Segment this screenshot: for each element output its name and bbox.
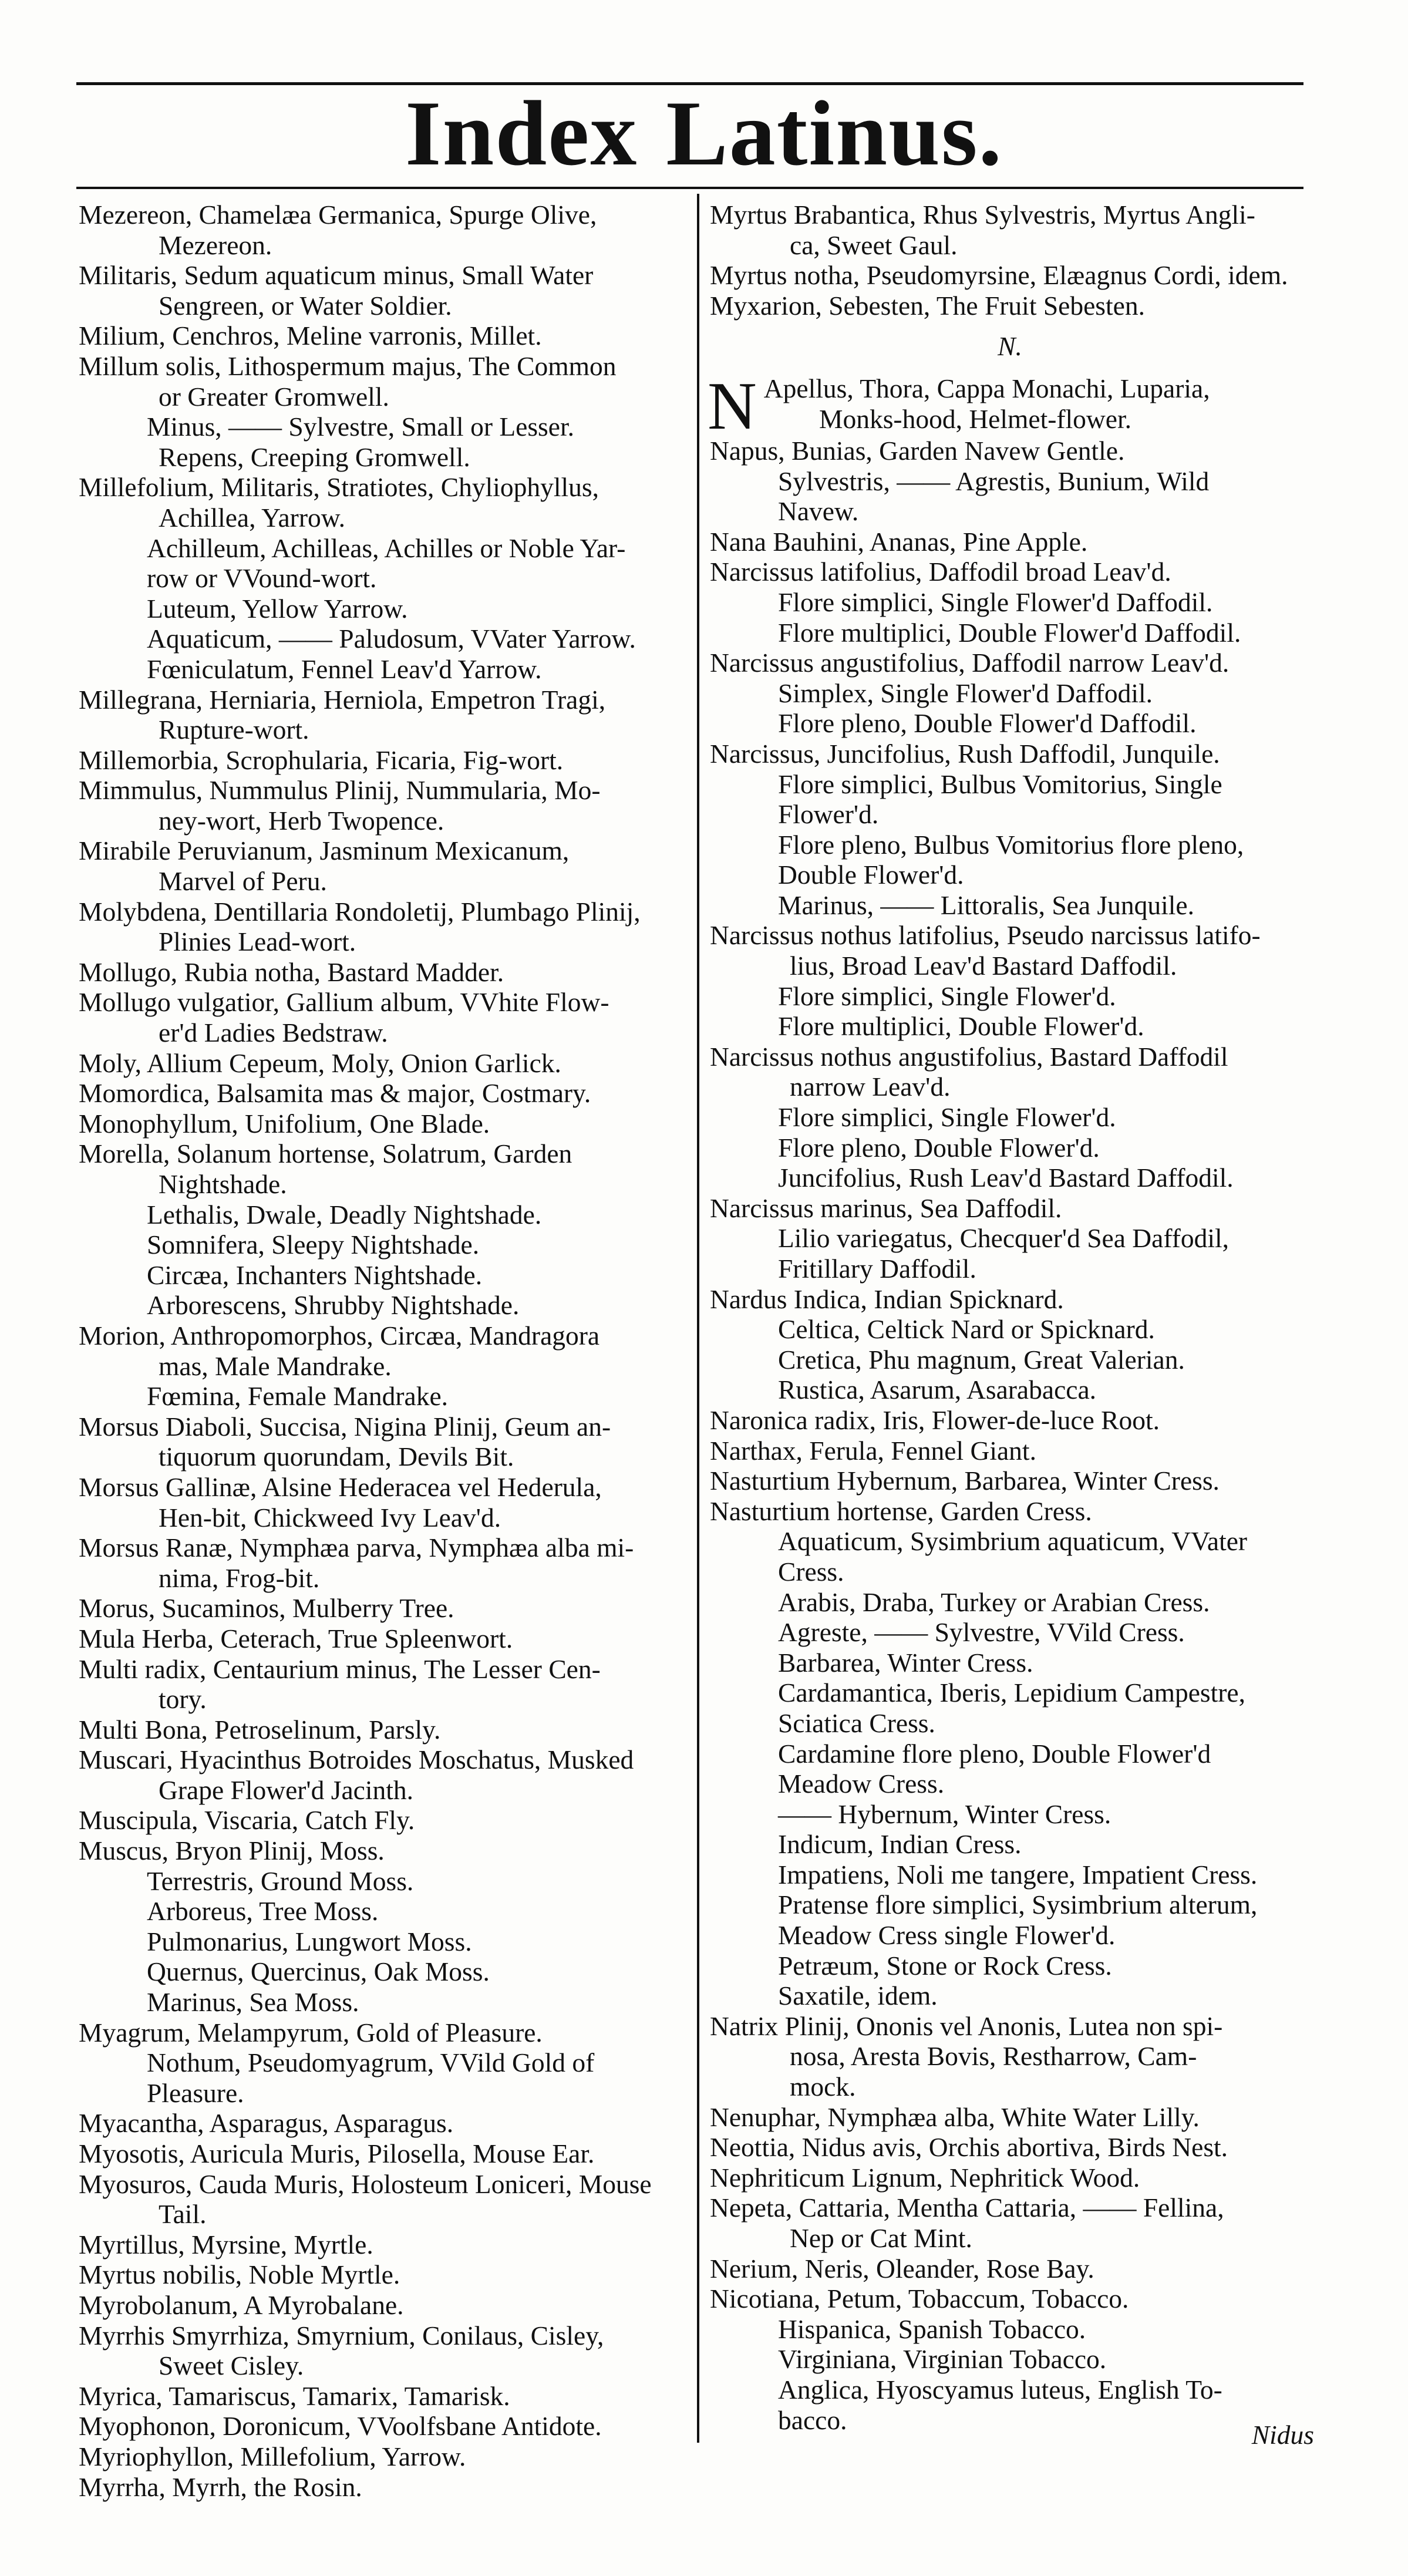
index-line: Myrobolanum, A Myrobalane.: [79, 2289, 404, 2320]
index-line: Myriophyllon, Millefolium, Yarrow.: [79, 2441, 466, 2471]
index-line: bacco.: [778, 2405, 847, 2435]
column-divider: [697, 194, 699, 2443]
index-line: Millegrana, Herniaria, Herniola, Empetron Tragi,: [79, 684, 606, 715]
index-line: Narcissus, Juncifolius, Rush Daffodil, Junquile.: [710, 738, 1220, 769]
index-line: Nerium, Neris, Oleander, Rose Bay.: [710, 2253, 1094, 2284]
index-line: Flore simplici, Bulbus Vomitorius, Single: [778, 769, 1222, 799]
index-line: Marvel of Peru.: [159, 866, 327, 897]
index-line: Napus, Bunias, Garden Navew Gentle.: [710, 435, 1125, 466]
index-line: Myrtillus, Myrsine, Myrtle.: [79, 2229, 373, 2260]
index-line: Marinus, Sea Moss.: [147, 1987, 359, 2018]
index-line: Flore simplici, Single Flower'd.: [778, 981, 1116, 1011]
index-line: nosa, Aresta Bovis, Restharrow, Cam-: [790, 2041, 1197, 2072]
index-line: Flore multiplici, Double Flower'd.: [778, 1011, 1144, 1042]
index-line: or Greater Gromwell.: [159, 381, 389, 412]
index-line: Repens, Creeping Gromwell.: [159, 442, 470, 472]
index-line: Nenuphar, Nymphæa alba, White Water Lilly.: [710, 2102, 1200, 2132]
first-entry-line: Apellus, Thora, Cappa Monachi, Luparia,: [763, 373, 1210, 403]
index-line: Naronica radix, Iris, Flower-de-luce Root.: [710, 1405, 1160, 1435]
index-line: Natrix Plinij, Ononis vel Anonis, Lutea non spi-: [710, 2011, 1223, 2041]
index-line: Myrtus notha, Pseudomyrsine, Elæagnus Cordi, idem.: [710, 260, 1288, 291]
index-line: Hen-bit, Chickweed Ivy Leav'd.: [159, 1502, 501, 1533]
index-line: Nicotiana, Petum, Tobaccum, Tobacco.: [710, 2284, 1129, 2314]
index-line: Cress.: [778, 1556, 844, 1587]
index-line: Celtica, Celtick Nard or Spicknard.: [778, 1314, 1155, 1345]
index-line: Pratense flore simplici, Sysimbrium alterum,: [778, 1890, 1258, 1920]
right-column: [708, 200, 1312, 2435]
index-line: Plinies Lead-wort.: [159, 927, 356, 957]
index-line: Narcissus nothus latifolius, Pseudo narcissus latifo-: [710, 920, 1261, 951]
index-line: Double Flower'd.: [778, 860, 964, 890]
index-line: Narcissus marinus, Sea Daffodil.: [710, 1193, 1062, 1223]
index-line: Milium, Cenchros, Meline varronis, Millet.: [79, 321, 542, 351]
index-line: Luteum, Yellow Yarrow.: [147, 593, 408, 624]
index-line: Sengreen, or Water Soldier.: [159, 290, 452, 321]
index-line: Flore multiplici, Double Flower'd Daffodil.: [778, 617, 1241, 648]
index-line: Myrrhis Smyrrhiza, Smyrnium, Conilaus, Cisley,: [79, 2320, 604, 2351]
header-rule-bottom: [76, 187, 1303, 189]
index-line: Narcissus latifolius, Daffodil broad Leav'd.: [710, 557, 1171, 587]
index-line: Muscari, Hyacinthus Botroides Moschatus, Musked: [79, 1745, 634, 1775]
index-line: Meadow Cress.: [778, 1769, 945, 1799]
index-line: Cardamantica, Iberis, Lepidium Campestre,: [778, 1678, 1245, 1708]
index-line: Rupture-wort.: [159, 715, 309, 745]
index-line: tiquorum quorundam, Devils Bit.: [159, 1442, 514, 1472]
index-line: Meadow Cress single Flower'd.: [778, 1920, 1116, 1951]
index-line: Quernus, Quercinus, Oak Moss.: [147, 1957, 490, 1987]
index-line: Morsus Gallinæ, Alsine Hederacea vel Hederula,: [79, 1471, 602, 1502]
index-line: Anglica, Hyoscyamus luteus, English To-: [778, 2374, 1222, 2405]
index-line: Fœmina, Female Mandrake.: [147, 1381, 449, 1412]
index-line: Morus, Sucaminos, Mulberry Tree.: [79, 1593, 454, 1624]
index-line: ca, Sweet Gaul.: [790, 230, 958, 260]
index-line: Nepeta, Cattaria, Mentha Cattaria, —— Fellina,: [710, 2193, 1224, 2223]
index-line: Monophyllum, Unifolium, One Blade.: [79, 1108, 490, 1139]
index-line: Grape Flower'd Jacinth.: [159, 1774, 414, 1805]
index-line: Flore simplici, Single Flower'd Daffodil.: [778, 587, 1213, 617]
index-line: Achilleum, Achilleas, Achilles or Noble Yar-: [147, 533, 626, 563]
index-line: Somnifera, Sleepy Nightshade.: [147, 1230, 480, 1260]
index-line: Multi Bona, Petroselinum, Parsly.: [79, 1714, 441, 1745]
index-line: Navew.: [778, 496, 859, 527]
index-line: Mollugo vulgatior, Gallium album, VVhite Flow-: [79, 987, 609, 1018]
index-line: Indicum, Indian Cress.: [778, 1829, 1022, 1860]
index-line: Circæa, Inchanters Nightshade.: [147, 1260, 483, 1290]
first-entry-n: [708, 368, 1312, 444]
index-line: Marinus, —— Littoralis, Sea Junquile.: [778, 890, 1194, 920]
index-line: Myrrha, Myrrh, the Rosin.: [79, 2471, 362, 2502]
index-line: Terrestris, Ground Moss.: [147, 1866, 414, 1896]
section-heading-n: N.: [998, 331, 1022, 362]
index-line: Simplex, Single Flower'd Daffodil.: [778, 678, 1153, 708]
index-line: Nightshade.: [159, 1169, 287, 1199]
index-line: Nardus Indica, Indian Spicknard.: [710, 1284, 1064, 1314]
index-line: Millum solis, Lithospermum majus, The Common: [79, 351, 617, 381]
index-line: Myosuros, Cauda Muris, Holosteum Loniceri, Mouse: [79, 2168, 652, 2199]
index-line: Nasturtium hortense, Garden Cress.: [710, 1496, 1092, 1526]
index-line: Fritillary Daffodil.: [778, 1254, 976, 1284]
index-line: Sweet Cisley.: [159, 2351, 304, 2381]
index-line: er'd Ladies Bedstraw.: [159, 1018, 388, 1048]
index-line: Molybdena, Dentillaria Rondoletij, Plumbago Plinij,: [79, 896, 641, 927]
index-line: Sylvestris, —— Agrestis, Bunium, Wild: [778, 466, 1210, 496]
index-line: lius, Broad Leav'd Bastard Daffodil.: [790, 951, 1177, 981]
index-line: Nasturtium Hybernum, Barbarea, Winter Cress.: [710, 1466, 1220, 1496]
index-line: Flore pleno, Double Flower'd Daffodil.: [778, 708, 1197, 739]
index-line: Myxarion, Sebesten, The Fruit Sebesten.: [710, 290, 1145, 321]
index-line: Momordica, Balsamita mas & major, Costmary.: [79, 1078, 591, 1109]
index-line: Cretica, Phu magnum, Great Valerian.: [778, 1344, 1185, 1375]
index-line: Myacantha, Asparagus, Asparagus.: [79, 2108, 454, 2139]
index-line: —— Hybernum, Winter Cress.: [778, 1799, 1111, 1829]
index-line: Flore simplici, Single Flower'd.: [778, 1102, 1116, 1133]
index-line: Moly, Allium Cepeum, Moly, Onion Garlick.: [79, 1048, 561, 1078]
index-line: Flore pleno, Double Flower'd.: [778, 1132, 1100, 1163]
index-line: Saxatile, idem.: [778, 1981, 938, 2011]
index-line: Rustica, Asarum, Asarabacca.: [778, 1375, 1097, 1405]
index-line: Arabis, Draba, Turkey or Arabian Cress.: [778, 1587, 1210, 1617]
index-line: Achillea, Yarrow.: [159, 502, 346, 533]
index-line: Barbarea, Winter Cress.: [778, 1647, 1033, 1678]
index-line: Arboreus, Tree Moss.: [147, 1896, 379, 1927]
index-line: Nana Bauhini, Ananas, Pine Apple.: [710, 526, 1088, 557]
index-line: ney-wort, Herb Twopence.: [159, 805, 444, 836]
index-line: Morsus Ranæ, Nymphæa parva, Nymphæa alba mi-: [79, 1533, 634, 1563]
drop-cap: N: [708, 368, 757, 444]
index-line: Narthax, Ferula, Fennel Giant.: [710, 1435, 1036, 1466]
index-line: Hispanica, Spanish Tobacco.: [778, 2314, 1086, 2344]
index-line: Multi radix, Centaurium minus, The Lesser Cen-: [79, 1654, 601, 1684]
index-line: Mezereon, Chamelæa Germanica, Spurge Olive,: [79, 200, 597, 230]
index-line: Mezereon.: [159, 230, 272, 260]
index-line: Agreste, —— Sylvestre, VVild Cress.: [778, 1617, 1185, 1648]
index-line: Nep or Cat Mint.: [790, 2223, 972, 2253]
index-line: Minus, —— Sylvestre, Small or Lesser.: [147, 412, 574, 442]
index-line: Cardamine flore pleno, Double Flower'd: [778, 1738, 1211, 1769]
index-line: Muscus, Bryon Plinij, Moss.: [79, 1836, 385, 1866]
right-column-entries: [708, 436, 1312, 2435]
index-line: narrow Leav'd.: [790, 1072, 951, 1102]
catchword: Nidus: [1251, 2420, 1314, 2450]
index-line: Flore pleno, Bulbus Vomitorius flore pleno,: [778, 829, 1244, 860]
index-line: Tail.: [159, 2199, 207, 2230]
index-line: Muscipula, Viscaria, Catch Fly.: [79, 1805, 415, 1836]
index-line: Virginiana, Virginian Tobacco.: [778, 2344, 1107, 2375]
index-line: Morella, Solanum hortense, Solatrum, Garden: [79, 1139, 572, 1169]
index-line: Sciatica Cress.: [778, 1708, 935, 1738]
index-line: Arborescens, Shrubby Nightshade.: [147, 1290, 520, 1321]
index-line: Morsus Diaboli, Succisa, Nigina Plinij, Geum an-: [79, 1411, 611, 1442]
index-line: Petræum, Stone or Rock Cress.: [778, 1950, 1112, 1981]
index-line: Mollugo, Rubia notha, Bastard Madder.: [79, 957, 504, 987]
index-line: Mula Herba, Ceterach, True Spleenwort.: [79, 1623, 513, 1654]
index-line: Fœniculatum, Fennel Leav'd Yarrow.: [147, 654, 542, 684]
index-line: Narcissus nothus angustifolius, Bastard Daffodil: [710, 1041, 1228, 1072]
index-line: Myagrum, Melampyrum, Gold of Pleasure.: [79, 2017, 543, 2048]
index-line: Mirabile Peruvianum, Jasminum Mexicanum,: [79, 836, 570, 866]
title-word-latinus: Latinus.: [666, 82, 1003, 185]
index-line: mas, Male Mandrake.: [159, 1351, 392, 1381]
index-line: Pulmonarius, Lungwort Moss.: [147, 1926, 472, 1957]
index-line: nima, Frog-bit.: [159, 1563, 320, 1593]
index-line: Morion, Anthropomorphos, Circæa, Mandragora: [79, 1320, 600, 1351]
index-line: Myophonon, Doronicum, VVoolfsbane Antidote.: [79, 2411, 602, 2442]
right-column-continued-entries: [708, 200, 1312, 321]
index-line: Myosotis, Auricula Muris, Pilosella, Mouse Ear.: [79, 2139, 595, 2168]
index-line: tory.: [159, 1684, 207, 1715]
title-word-index: Index: [405, 82, 638, 185]
index-line: Pleasure.: [147, 2077, 244, 2108]
index-line: Neottia, Nidus avis, Orchis abortiva, Birds Nest.: [710, 2132, 1228, 2163]
index-line: Mimmulus, Nummulus Plinij, Nummularia, Mo-: [79, 775, 601, 806]
index-line: Narcissus angustifolius, Daffodil narrow Leav'd.: [710, 648, 1230, 678]
index-line: Millefolium, Militaris, Stratiotes, Chyliophyllus,: [79, 472, 599, 503]
index-line: Nephriticum Lignum, Nephritick Wood.: [710, 2162, 1140, 2193]
index-line: Impatiens, Noli me tangere, Impatient Cress.: [778, 1859, 1258, 1890]
index-line: Myrtus nobilis, Noble Myrtle.: [79, 2260, 400, 2290]
index-line: Nothum, Pseudomyagrum, VVild Gold of: [147, 2048, 595, 2078]
index-line: Myrica, Tamariscus, Tamarix, Tamarisk.: [79, 2380, 510, 2411]
index-line: row or VVound-wort.: [147, 563, 377, 594]
index-line: Flower'd.: [778, 799, 879, 830]
left-column: [76, 200, 681, 2502]
index-line: Aquaticum, Sysimbrium aquaticum, VVater: [778, 1526, 1248, 1557]
index-line: Myrtus Brabantica, Rhus Sylvestris, Myrtus Angli-: [710, 200, 1255, 230]
index-line: mock.: [790, 2072, 856, 2102]
index-line: Lethalis, Dwale, Deadly Nightshade.: [147, 1199, 542, 1230]
index-line: Militaris, Sedum aquaticum minus, Small Water: [79, 260, 594, 291]
page-title: [0, 79, 1408, 188]
index-line: Juncifolius, Rush Leav'd Bastard Daffodil.: [778, 1163, 1234, 1193]
index-line: Lilio variegatus, Checquer'd Sea Daffodil,: [778, 1223, 1229, 1254]
first-entry-continuation: Monks-hood, Helmet-flower.: [819, 403, 1132, 434]
index-line: Millemorbia, Scrophularia, Ficaria, Fig-wort.: [79, 745, 564, 775]
index-line: Aquaticum, —— Paludosum, VVater Yarrow.: [147, 624, 636, 654]
